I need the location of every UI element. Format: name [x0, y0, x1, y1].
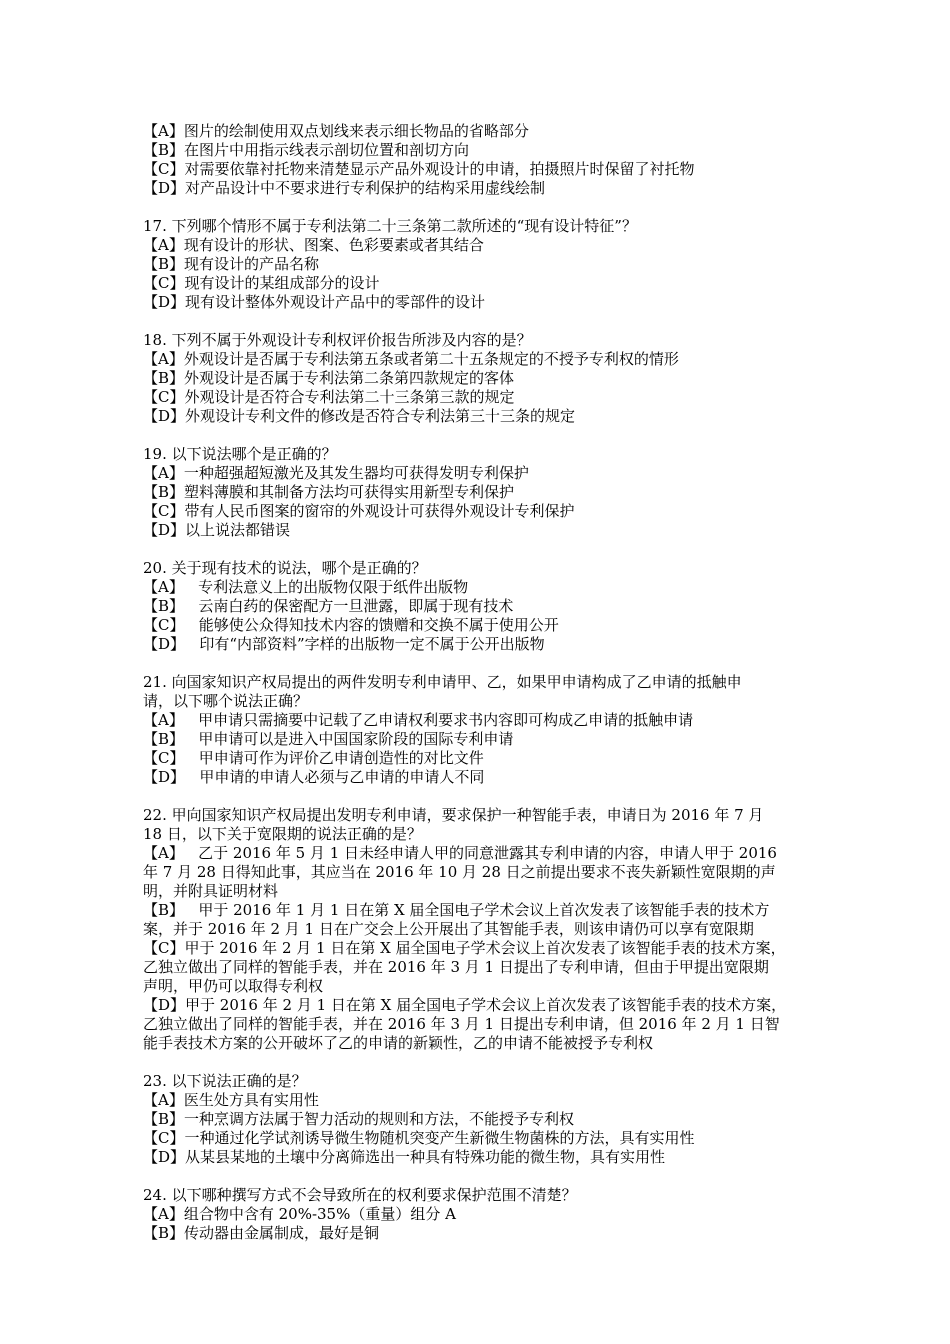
- q24-stem: 24. 以下哪种撰写方式不会导致所在的权利要求保护范围不清楚？: [143, 1186, 577, 1204]
- q19-option-b: 【B】塑料薄膜和其制备方法均可获得实用新型专利保护: [143, 483, 515, 501]
- q22-option-b: [143, 901, 815, 939]
- q22-option-c-line-3: 声明，甲仍可以取得专利权: [143, 977, 324, 995]
- q17-stem: 17. 下列哪个情形不属于专利法第二十三条第二款所述的“现有设计特征”？: [143, 217, 637, 235]
- q20-stem: 20. 关于现有技术的说法，哪个是正确的？: [143, 559, 427, 577]
- q22-option-d-line-1: 【D】甲于 2016 年 2 月 1 日在第 X 届全国电子学术会议上首次发表了该智能手表的技术方案，: [143, 996, 787, 1014]
- q22-option-d-line-2: 乙独立做出了同样的智能手表，并在 2016 年 3 月 1 日提出专利申请，但 2016 年 2 月 1 日智: [143, 1015, 780, 1033]
- q22-option-a-line-2: 年 7 月 28 日得知此事，其应当在 2016 年 10 月 28 日之前提出要求不丧失新颖性宽限期的声: [143, 863, 776, 881]
- q16-option-d: 【D】对产品设计中不要求进行专利保护的结构采用虚线绘制: [143, 179, 546, 197]
- q19-option-d: 【D】以上说法都错误: [143, 521, 291, 539]
- q22-option-a: [143, 844, 815, 901]
- q22-option-b-line-2: 案，并于 2016 年 2 月 1 日在广交会上公开展出了其智能手表，则该申请仍可以享有宽限期: [143, 920, 754, 938]
- q21-option-d: 【D】 甲申请的申请人必须与乙申请的申请人不同: [143, 768, 485, 786]
- q21-stem-line-1: 21. 向国家知识产权局提出的两件发明专利申请甲、乙，如果甲申请构成了乙申请的抵触申: [143, 673, 742, 691]
- q16-option-b: 【B】在图片中用指示线表示剖切位置和剖切方向: [143, 141, 470, 159]
- question-16-options: [143, 122, 815, 198]
- q21-option-c: 【C】 甲申请可作为评价乙申请创造性的对比文件: [143, 749, 484, 767]
- q22-option-a-line-3: 明，并附具证明材料: [143, 882, 279, 900]
- question-22: [143, 806, 815, 1053]
- q22-option-c-line-2: 乙独立做出了同样的智能手表，并在 2016 年 3 月 1 日提出了专利申请，但由于甲提出宽限期: [143, 958, 769, 976]
- q23-option-c: 【C】一种通过化学试剂诱导微生物随机突变产生新微生物菌株的方法，具有实用性: [143, 1129, 695, 1147]
- q21-stem-line-2: 请，以下哪个说法正确？: [143, 692, 309, 710]
- question-17: [143, 217, 815, 312]
- document-page: [143, 122, 815, 1243]
- q24-option-b: 【B】传动器由金属制成，最好是铜: [143, 1224, 380, 1242]
- q21-option-b: 【B】 甲申请可以是进入中国国家阶段的国际专利申请: [143, 730, 514, 748]
- question-20: [143, 559, 815, 654]
- q22-option-c: [143, 939, 815, 996]
- q22-option-b-line-1: 【B】 甲于 2016 年 1 月 1 日在第 X 届全国电子学术会议上首次发表了该智能手表的技术方: [143, 901, 770, 919]
- q22-stem-line-1: 22. 甲向国家知识产权局提出发明专利申请，要求保护一种智能手表，申请日为 2016 年 7 月: [143, 806, 764, 824]
- question-24: [143, 1186, 815, 1243]
- q18-option-a: 【A】外观设计是否属于专利法第五条或者第二十五条规定的不授予专利权的情形: [143, 350, 679, 368]
- q24-option-a: 【A】组合物中含有 20%-35%（重量）组分 A: [143, 1205, 456, 1223]
- q23-stem: 23. 以下说法正确的是？: [143, 1072, 307, 1090]
- q20-option-a: 【A】 专利法意义上的出版物仅限于纸件出版物: [143, 578, 469, 596]
- q19-option-c: 【C】带有人民币图案的窗帘的外观设计可获得外观设计专利保护: [143, 502, 575, 520]
- q20-option-b: 【B】 云南白药的保密配方一旦泄露，即属于现有技术: [143, 597, 514, 615]
- question-21: [143, 673, 815, 787]
- q16-option-a: 【A】图片的绘制使用双点划线来表示细长物品的省略部分: [143, 122, 529, 140]
- q17-option-a: 【A】现有设计的形状、图案、色彩要素或者其结合: [143, 236, 484, 254]
- q22-option-c-line-1: 【C】甲于 2016 年 2 月 1 日在第 X 届全国电子学术会议上首次发表了该智能手表的技术方案，: [143, 939, 786, 957]
- q18-option-b: 【B】外观设计是否属于专利法第二条第四款规定的客体: [143, 369, 515, 387]
- q16-option-c: 【C】对需要依靠衬托物来清楚显示产品外观设计的申请，拍摄照片时保留了衬托物: [143, 160, 695, 178]
- q19-option-a: 【A】一种超强超短激光及其发生器均可获得发明专利保护: [143, 464, 529, 482]
- q23-option-b: 【B】一种烹调方法属于智力活动的规则和方法，不能授予专利权: [143, 1110, 575, 1128]
- q19-stem: 19. 以下说法哪个是正确的？: [143, 445, 337, 463]
- q23-option-a: 【A】医生处方具有实用性: [143, 1091, 319, 1109]
- question-18: [143, 331, 815, 426]
- q22-option-a-line-1: 【A】 乙于 2016 年 5 月 1 日未经申请人甲的同意泄露其专利申请的内容，申请人甲于 2016: [143, 844, 777, 862]
- q22-option-d-line-3: 能手表技术方案的公开破坏了乙的申请的新颖性，乙的申请不能被授予专利权: [143, 1034, 654, 1052]
- question-19: [143, 445, 815, 540]
- q21-option-a: 【A】 甲申请只需摘要中记载了乙申请权利要求书内容即可构成乙申请的抵触申请: [143, 711, 694, 729]
- q20-option-c: 【C】 能够使公众得知技术内容的馈赠和交换不属于使用公开: [143, 616, 559, 634]
- question-23: [143, 1072, 815, 1167]
- q20-option-d: 【D】 印有“内部资料”字样的出版物一定不属于公开出版物: [143, 635, 545, 653]
- q18-option-c: 【C】外观设计是否符合专利法第二十三条第三款的规定: [143, 388, 515, 406]
- q17-option-d: 【D】现有设计整体外观设计产品中的零部件的设计: [143, 293, 486, 311]
- q18-option-d: 【D】外观设计专利文件的修改是否符合专利法第三十三条的规定: [143, 407, 576, 425]
- q17-option-c: 【C】现有设计的某组成部分的设计: [143, 274, 380, 292]
- q17-option-b: 【B】现有设计的产品名称: [143, 255, 320, 273]
- q22-stem-line-2: 18 日，以下关于宽限期的说法正确的是？: [143, 825, 422, 843]
- q22-option-d: [143, 996, 815, 1053]
- q18-stem: 18. 下列不属于外观设计专利权评价报告所涉及内容的是？: [143, 331, 532, 349]
- q23-option-d: 【D】从某县某地的土壤中分离筛选出一种具有特殊功能的微生物，具有实用性: [143, 1148, 666, 1166]
